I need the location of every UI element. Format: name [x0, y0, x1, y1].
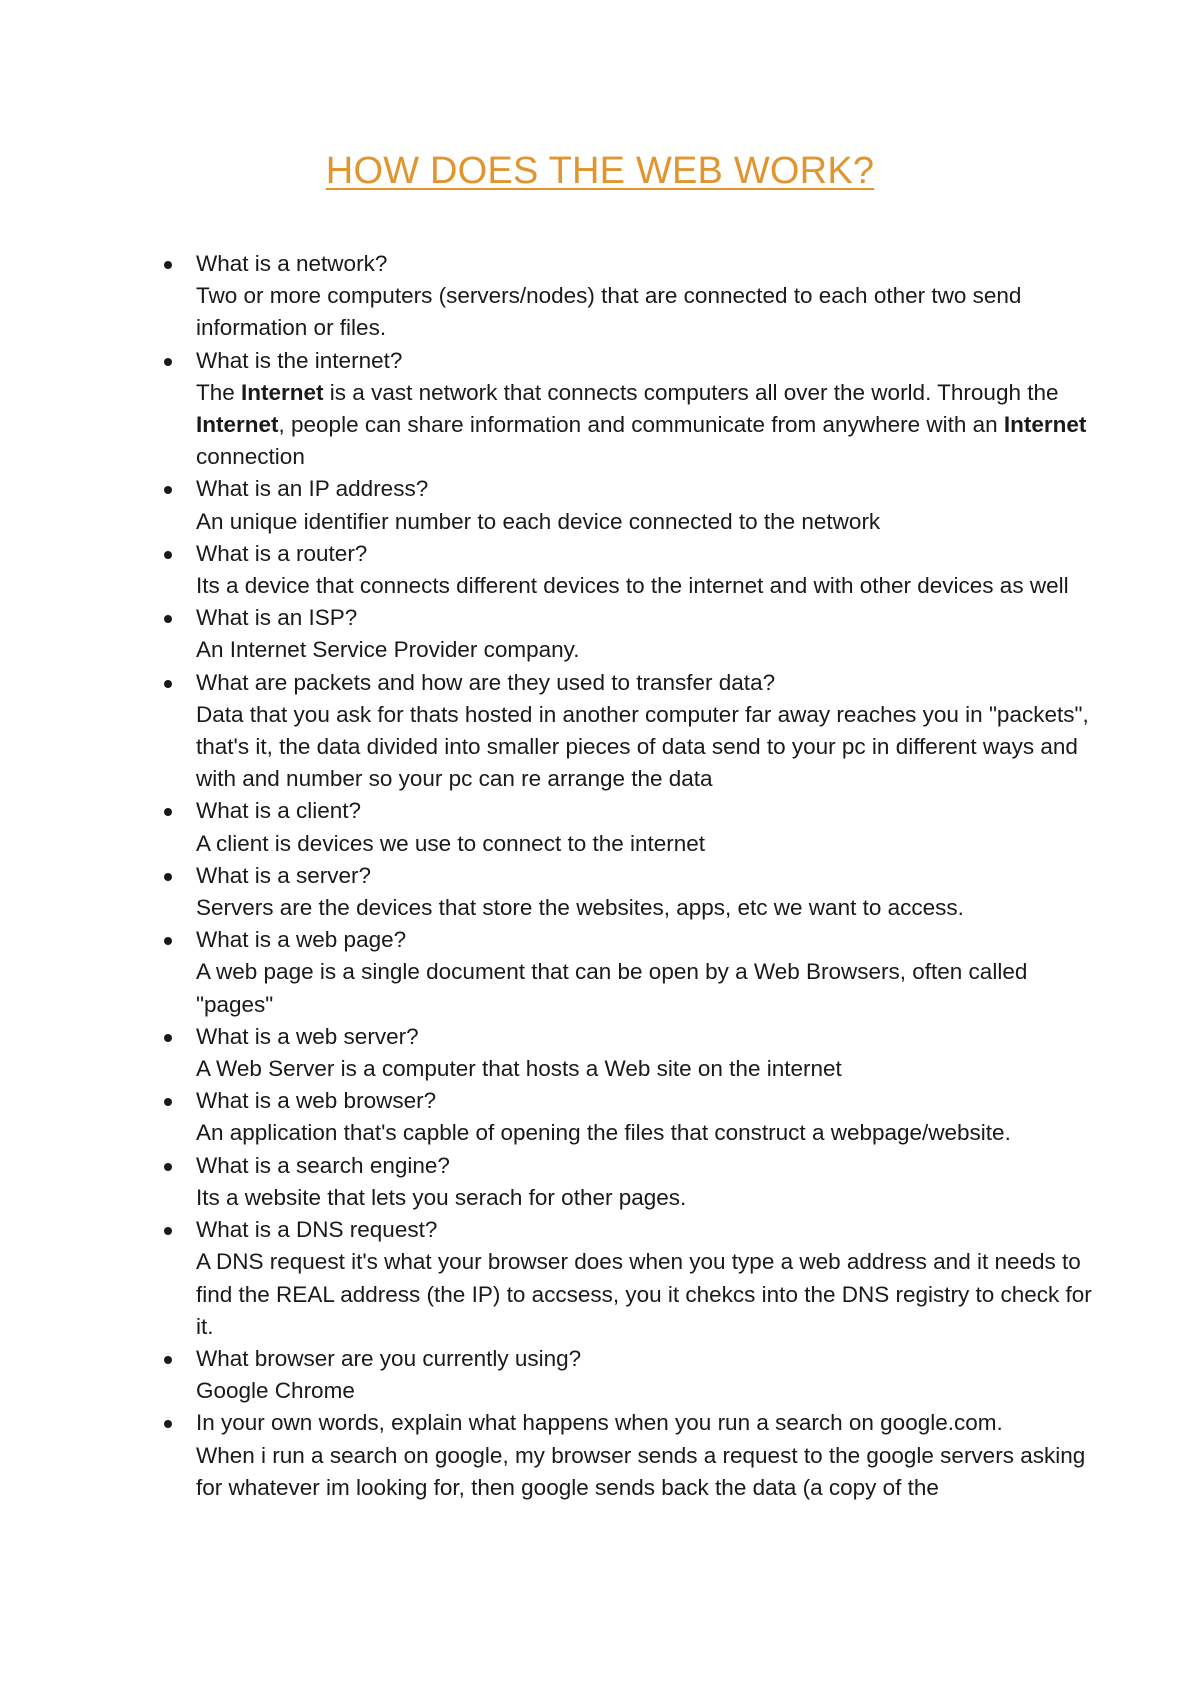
qa-item	[196, 795, 1096, 859]
answer-text: A client is devices we use to connect to the internet	[196, 830, 706, 856]
answer-fragment: connection	[196, 444, 305, 470]
question-text: What is a search engine?	[196, 1152, 450, 1178]
qa-item	[196, 1343, 1096, 1407]
answer-fragment: The	[196, 379, 242, 405]
bullet-icon	[164, 1420, 172, 1428]
answer-text: A DNS request it's what your browser does when you type a web address and it needs to find the REAL address (the IP) to accsess, you it chekcs into the DNS registry to check for it.	[196, 1249, 1092, 1339]
bullet-icon	[164, 615, 172, 623]
bullet-icon	[164, 808, 172, 816]
bullet-icon	[164, 486, 172, 494]
qa-item	[196, 667, 1096, 796]
answer-bold-fragment: Internet	[196, 412, 279, 438]
qa-item	[196, 602, 1096, 666]
question-text: What is a web page?	[196, 927, 407, 953]
answer-text: An Internet Service Provider company.	[196, 637, 580, 663]
qa-item	[196, 1085, 1096, 1149]
bullet-icon	[164, 1227, 172, 1235]
qa-item	[196, 1214, 1096, 1343]
qa-item	[196, 924, 1096, 1021]
answer-text	[196, 377, 1096, 474]
answer-bold-fragment: Internet	[1003, 412, 1087, 438]
question-text: What is the internet?	[196, 347, 403, 373]
bullet-icon	[164, 1163, 172, 1171]
answer-bold-fragment: Internet	[241, 379, 324, 405]
bullet-icon	[164, 1034, 172, 1042]
answer-fragment: , people can share information and communicate from anywhere with an	[278, 412, 1004, 438]
question-text: What is an IP address?	[196, 476, 429, 502]
question-text: What browser are you currently using?	[196, 1345, 582, 1371]
answer-fragment: is a vast network that connects computers all over the world. Through the	[323, 379, 1059, 405]
question-text: What is a client?	[196, 798, 362, 824]
answer-text: When i run a search on google, my browser sends a request to the google servers asking for whatever im looking for, then google sends back the data (a copy of the	[196, 1442, 1086, 1500]
question-text: What is a web server?	[196, 1023, 419, 1049]
qa-item	[196, 345, 1096, 474]
bullet-icon	[164, 1356, 172, 1364]
answer-text: Servers are the devices that store the websites, apps, etc we want to access.	[196, 895, 964, 921]
question-text: What is a web browser?	[196, 1088, 437, 1114]
answer-text: Its a website that lets you serach for other pages.	[196, 1184, 687, 1210]
answer-text: A Web Server is a computer that hosts a Web site on the internet	[196, 1056, 842, 1082]
question-text: What are packets and how are they used to transfer data?	[196, 669, 776, 695]
document-title: HOW DOES THE WEB WORK?	[325, 150, 875, 192]
answer-text: Its a device that connects different devices to the internet and with other devices as well	[196, 573, 1069, 599]
bullet-icon	[164, 680, 172, 688]
question-text: What is a server?	[196, 862, 372, 888]
qa-item	[196, 473, 1096, 537]
question-text: What is a DNS request?	[196, 1217, 438, 1243]
bullet-icon	[164, 937, 172, 945]
answer-text: Two or more computers (servers/nodes) that are connected to each other two send information or files.	[196, 283, 1022, 341]
question-text: What is a network?	[196, 251, 388, 276]
bullet-icon	[164, 261, 172, 269]
qa-item	[196, 248, 1096, 345]
answer-text: Data that you ask for thats hosted in another computer far away reaches you in "packets", that's it, the data divided into smaller pieces of data send to your pc in different ways and with and number so your pc can re arrange the data	[196, 701, 1089, 792]
question-text: In your own words, explain what happens when you run a search on google.com.	[196, 1410, 1003, 1436]
question-text: What is an ISP?	[196, 605, 358, 631]
qa-item	[196, 860, 1096, 924]
bullet-icon	[164, 873, 172, 881]
bullet-icon	[164, 358, 172, 366]
bullet-icon	[164, 1098, 172, 1106]
answer-text: A web page is a single document that can be open by a Web Browsers, often called "pages"	[196, 959, 1028, 1017]
qa-item	[196, 538, 1096, 602]
answer-text: An unique identifier number to each device connected to the network	[196, 508, 881, 534]
answer-text: An application that's capble of opening the files that construct a webpage/website.	[196, 1120, 1011, 1146]
qa-list	[196, 248, 1096, 1504]
answer-text: Google Chrome	[196, 1378, 355, 1404]
bullet-icon	[164, 551, 172, 559]
qa-item	[196, 1150, 1096, 1214]
qa-item	[196, 1407, 1096, 1504]
question-text: What is a router?	[196, 540, 368, 566]
qa-item	[196, 1021, 1096, 1085]
